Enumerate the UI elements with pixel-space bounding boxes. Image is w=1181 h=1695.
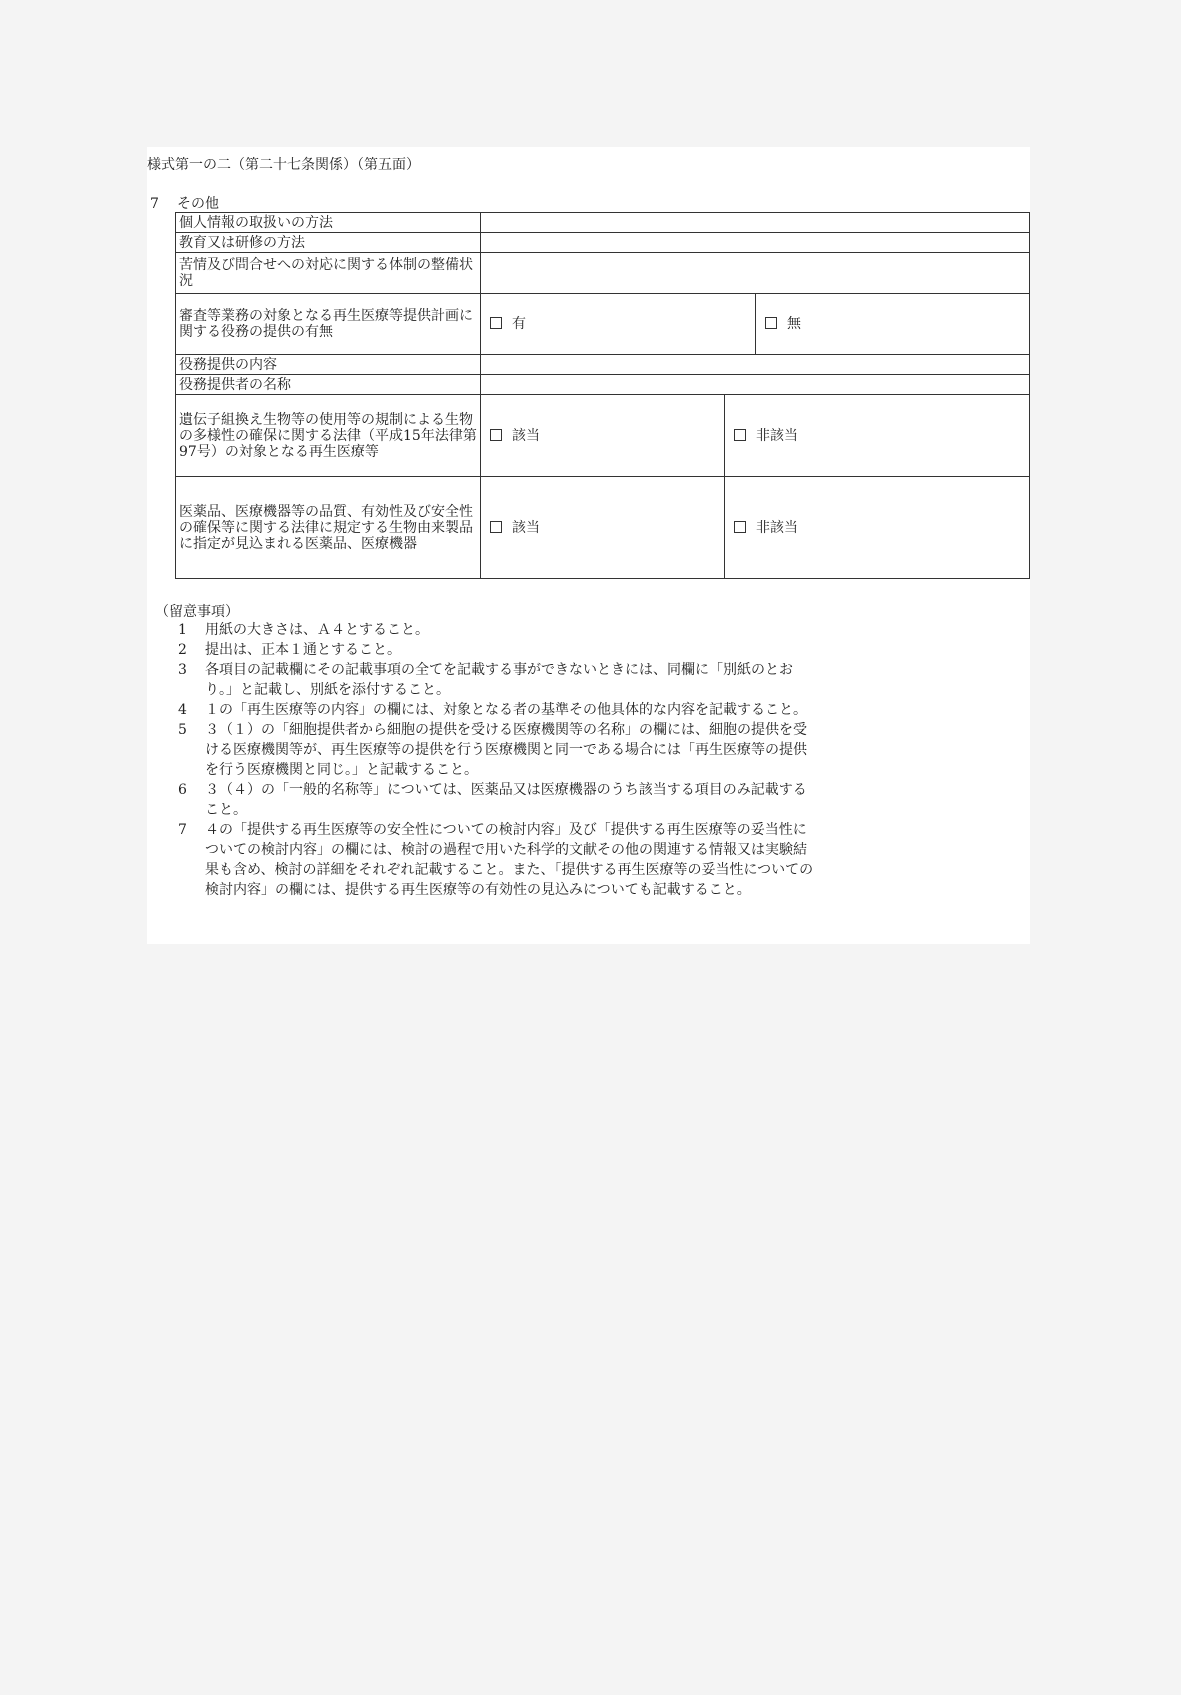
option-applicable-label: 該当 [512,519,540,536]
note-number: 3 [178,662,187,678]
option-cell-bio-not-applicable [725,477,1030,579]
label-education: 教育又は研修の方法 [176,233,481,253]
field-service-provider[interactable] [481,375,1030,395]
option-cell-yes [481,294,756,355]
note-number: 5 [178,722,187,738]
notes-title: （留意事項） [155,604,239,620]
note-number: 6 [178,782,187,798]
checkbox-no[interactable] [759,316,801,332]
note-number: 7 [178,822,187,838]
list-item [178,660,818,700]
note-text: 用紙の大きさは、Ａ４とすること。 [205,622,429,638]
checkbox-gmo-not-applicable[interactable] [728,428,798,444]
table-row [176,233,1030,253]
note-number: 4 [178,702,187,718]
option-no-label: 無 [787,316,801,332]
checkbox-square-icon [490,429,502,441]
note-text: ４の「提供する再生医療等の安全性についての検討内容」及び「提供する再生医療等の妥当性についての検討内容」の欄には、検討の過程で用いた科学的文献その他の関連する情報又は実験結果も含め、検討の詳細をそれぞれ記載すること。また、「提供する再生医療等の妥当性についての検討内容」の欄には、提供する再生医療等の有効性の見込みについても記載すること。 [205,822,814,898]
label-service-provider: 役務提供者の名称 [176,375,481,395]
list-item [178,620,818,640]
form-title: 様式第一の二（第二十七条関係）（第五面） [147,157,420,173]
section-heading [150,193,219,213]
checkbox-square-icon [734,429,746,441]
table-row [176,395,1030,477]
table-row [176,253,1030,294]
note-text: ３（１）の「細胞提供者から細胞の提供を受ける医療機関等の名称」の欄には、細胞の提供を受ける医療機関等が、再生医療等の提供を行う医療機関と同一である場合には「再生医療等の提供を行う医療機関と同じ。」と記載すること。 [205,722,807,778]
checkbox-bio-not-applicable[interactable] [728,520,798,536]
field-complaints[interactable] [481,253,1030,294]
field-service-content[interactable] [481,355,1030,375]
note-number: 2 [178,642,187,658]
label-service-content: 役務提供の内容 [176,355,481,375]
checkbox-square-icon [734,521,746,533]
label-complaints: 苦情及び問合せへの対応に関する体制の整備状況 [176,253,481,294]
label-personal-info: 個人情報の取扱いの方法 [176,213,481,233]
field-education[interactable] [481,233,1030,253]
note-text: 提出は、正本１通とすること。 [205,642,401,658]
list-item [178,720,818,780]
table-row [176,355,1030,375]
option-cell-no [756,294,1030,355]
other-info-table [175,212,1030,579]
note-text: 各項目の記載欄にその記載事項の全てを記載する事ができないときには、同欄に「別紙のとおり。」と記載し、別紙を添付すること。 [205,662,793,698]
option-cell-gmo-not-applicable [725,395,1030,477]
note-text: ３（４）の「一般的名称等」については、医薬品又は医療機器のうち該当する項目のみ記載すること。 [205,782,807,818]
table-row [176,477,1030,579]
option-not-applicable-label: 非該当 [756,519,798,536]
section-title: その他 [177,196,219,212]
table-row [176,213,1030,233]
option-applicable-label: 該当 [512,427,540,444]
checkbox-gmo-applicable[interactable] [484,428,540,444]
checkbox-square-icon [490,317,502,329]
notes-list [178,620,818,900]
table-row [176,375,1030,395]
note-number: 1 [178,622,187,638]
option-yes-label: 有 [512,316,526,332]
checkbox-square-icon [490,521,502,533]
option-cell-gmo-applicable [481,395,725,477]
option-not-applicable-label: 非該当 [756,427,798,444]
list-item [178,700,818,720]
section-number: 7 [150,196,159,212]
checkbox-yes[interactable] [484,316,526,332]
label-gmo: 遺伝子組換え生物等の使用等の規制による生物の多様性の確保に関する法律（平成15年法律第97号）の対象となる再生医療等 [176,395,481,477]
label-review-service: 審査等業務の対象となる再生医療等提供計画に関する役務の提供の有無 [176,294,481,355]
list-item [178,640,818,660]
list-item [178,820,818,900]
field-personal-info[interactable] [481,213,1030,233]
list-item [178,780,818,820]
note-text: １の「再生医療等の内容」の欄には、対象となる者の基準その他具体的な内容を記載すること。 [205,702,807,718]
checkbox-square-icon [765,317,777,329]
label-biological: 医薬品、医療機器等の品質、有効性及び安全性の確保等に関する法律に規定する生物由来製品に指定が見込まれる医薬品、医療機器 [176,477,481,579]
table-row [176,294,1030,355]
option-cell-bio-applicable [481,477,725,579]
checkbox-bio-applicable[interactable] [484,520,540,536]
